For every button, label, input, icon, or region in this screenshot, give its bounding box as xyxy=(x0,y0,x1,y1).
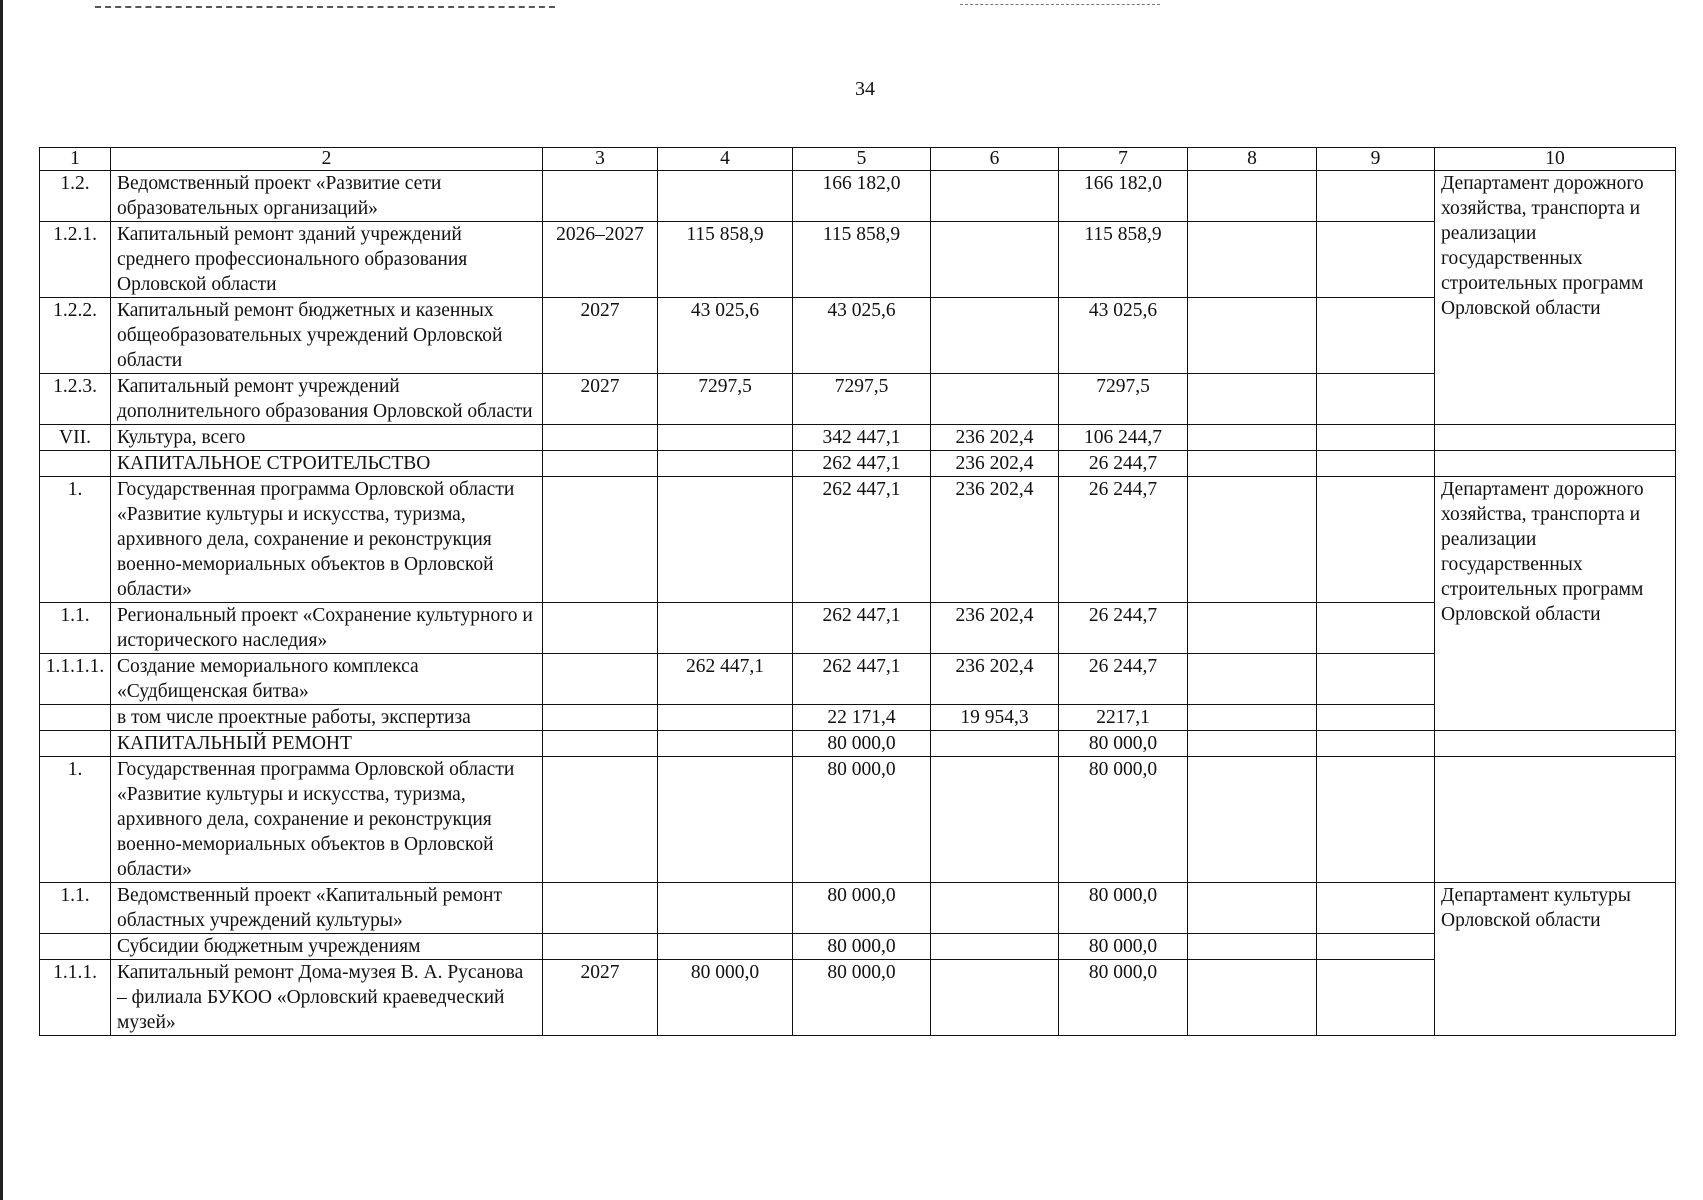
row-period xyxy=(543,731,658,757)
column-header: 10 xyxy=(1435,148,1676,171)
row-responsible xyxy=(1435,731,1676,757)
table-row xyxy=(40,960,1676,1036)
row-title: Культура, всего xyxy=(111,425,543,451)
row-number: 1.1. xyxy=(40,603,111,654)
row-col9 xyxy=(1317,425,1435,451)
row-regional: 26 244,7 xyxy=(1059,603,1188,654)
row-period: 2027 xyxy=(543,298,658,374)
row-col9 xyxy=(1317,374,1435,425)
row-col8 xyxy=(1188,654,1317,705)
budget-table xyxy=(39,147,1676,1036)
row-total: 80 000,0 xyxy=(793,934,931,960)
row-col9 xyxy=(1317,654,1435,705)
row-federal xyxy=(931,883,1059,934)
row-col8 xyxy=(1188,451,1317,477)
row-responsible xyxy=(1435,425,1676,451)
row-col9 xyxy=(1317,222,1435,298)
table-row xyxy=(40,374,1676,425)
column-header: 2 xyxy=(111,148,543,171)
row-period xyxy=(543,425,658,451)
row-period xyxy=(543,171,658,222)
row-total: 7297,5 xyxy=(793,374,931,425)
row-title: Капитальный ремонт бюджетных и казенных общеобразовательных учреждений Орловской области xyxy=(111,298,543,374)
row-col9 xyxy=(1317,451,1435,477)
row-cost xyxy=(658,477,793,603)
row-federal: 236 202,4 xyxy=(931,603,1059,654)
row-period: 2027 xyxy=(543,374,658,425)
column-header: 1 xyxy=(40,148,111,171)
row-total: 342 447,1 xyxy=(793,425,931,451)
row-cost xyxy=(658,705,793,731)
table-row xyxy=(40,934,1676,960)
row-title: Создание мемориального комплекса «Судбищенская битва» xyxy=(111,654,543,705)
row-federal: 19 954,3 xyxy=(931,705,1059,731)
row-regional: 80 000,0 xyxy=(1059,731,1188,757)
row-col9 xyxy=(1317,731,1435,757)
column-header: 4 xyxy=(658,148,793,171)
row-federal xyxy=(931,222,1059,298)
row-regional: 26 244,7 xyxy=(1059,654,1188,705)
row-col9 xyxy=(1317,934,1435,960)
table-row xyxy=(40,654,1676,705)
table-row xyxy=(40,222,1676,298)
row-responsible xyxy=(1435,451,1676,477)
row-period xyxy=(543,934,658,960)
row-regional: 7297,5 xyxy=(1059,374,1188,425)
row-cost xyxy=(658,171,793,222)
column-header: 9 xyxy=(1317,148,1435,171)
row-col8 xyxy=(1188,425,1317,451)
row-total: 262 447,1 xyxy=(793,477,931,603)
row-federal xyxy=(931,960,1059,1036)
row-title: КАПИТАЛЬНОЕ СТРОИТЕЛЬСТВО xyxy=(111,451,543,477)
row-title: Государственная программа Орловской области «Развитие культуры и искусства, туризма, архивного дела, сохранение и реконструкция военно-мемориальных объектов в Орловской области» xyxy=(111,757,543,883)
row-number: VII. xyxy=(40,425,111,451)
row-federal xyxy=(931,757,1059,883)
column-number-row xyxy=(40,148,1676,171)
row-number: 1.2.1. xyxy=(40,222,111,298)
column-header: 8 xyxy=(1188,148,1317,171)
row-total: 22 171,4 xyxy=(793,705,931,731)
row-responsible xyxy=(1435,757,1676,883)
row-total: 80 000,0 xyxy=(793,731,931,757)
row-federal: 236 202,4 xyxy=(931,477,1059,603)
row-col8 xyxy=(1188,477,1317,603)
row-regional: 80 000,0 xyxy=(1059,960,1188,1036)
responsible-department: Департамент культуры Орловской области xyxy=(1435,883,1676,1036)
row-number: 1. xyxy=(40,477,111,603)
responsible-department: Департамент дорожного хозяйства, транспорта и реализации государственных строительных программ Орловской области xyxy=(1435,477,1676,731)
row-title: Ведомственный проект «Развитие сети образовательных организаций» xyxy=(111,171,543,222)
row-number: 1.1. xyxy=(40,883,111,934)
row-cost xyxy=(658,603,793,654)
row-total: 262 447,1 xyxy=(793,603,931,654)
row-col9 xyxy=(1317,883,1435,934)
row-period: 2026–2027 xyxy=(543,222,658,298)
row-regional: 80 000,0 xyxy=(1059,934,1188,960)
row-cost xyxy=(658,425,793,451)
row-title: Региональный проект «Сохранение культурного и исторического наследия» xyxy=(111,603,543,654)
row-cost: 7297,5 xyxy=(658,374,793,425)
row-total: 166 182,0 xyxy=(793,171,931,222)
row-federal xyxy=(931,731,1059,757)
table-row xyxy=(40,757,1676,883)
table-row xyxy=(40,705,1676,731)
row-col8 xyxy=(1188,757,1317,883)
row-period xyxy=(543,451,658,477)
row-regional: 115 858,9 xyxy=(1059,222,1188,298)
row-number xyxy=(40,705,111,731)
column-header: 6 xyxy=(931,148,1059,171)
responsible-department: Департамент дорожного хозяйства, транспорта и реализации государственных строительных программ Орловской области xyxy=(1435,171,1676,425)
table-row xyxy=(40,603,1676,654)
row-col9 xyxy=(1317,477,1435,603)
row-regional: 166 182,0 xyxy=(1059,171,1188,222)
page-number: 34 xyxy=(855,78,875,100)
row-col9 xyxy=(1317,603,1435,654)
row-col9 xyxy=(1317,171,1435,222)
row-col9 xyxy=(1317,757,1435,883)
scan-top-artifact xyxy=(95,6,555,8)
row-title: Капитальный ремонт Дома-музея В. А. Русанова – филиала БУКОО «Орловский краеведческий музей» xyxy=(111,960,543,1036)
table-row xyxy=(40,883,1676,934)
table-row xyxy=(40,451,1676,477)
row-col8 xyxy=(1188,298,1317,374)
row-federal xyxy=(931,374,1059,425)
table-row xyxy=(40,298,1676,374)
row-title: Субсидии бюджетным учреждениям xyxy=(111,934,543,960)
row-regional: 106 244,7 xyxy=(1059,425,1188,451)
scan-left-edge xyxy=(0,0,3,1200)
row-federal: 236 202,4 xyxy=(931,451,1059,477)
row-federal: 236 202,4 xyxy=(931,425,1059,451)
row-period xyxy=(543,705,658,731)
row-federal xyxy=(931,171,1059,222)
row-federal xyxy=(931,298,1059,374)
row-federal: 236 202,4 xyxy=(931,654,1059,705)
row-col8 xyxy=(1188,934,1317,960)
row-col9 xyxy=(1317,298,1435,374)
row-total: 80 000,0 xyxy=(793,883,931,934)
row-total: 115 858,9 xyxy=(793,222,931,298)
row-number: 1.2.3. xyxy=(40,374,111,425)
column-header: 5 xyxy=(793,148,931,171)
table-row xyxy=(40,477,1676,603)
row-title: Капитальный ремонт учреждений дополнительного образования Орловской области xyxy=(111,374,543,425)
row-col8 xyxy=(1188,960,1317,1036)
row-title: Государственная программа Орловской области «Развитие культуры и искусства, туризма, архивного дела, сохранение и реконструкция военно-мемориальных объектов в Орловской области» xyxy=(111,477,543,603)
row-total: 80 000,0 xyxy=(793,757,931,883)
row-col8 xyxy=(1188,222,1317,298)
row-period xyxy=(543,603,658,654)
row-col8 xyxy=(1188,883,1317,934)
row-number xyxy=(40,934,111,960)
row-cost: 80 000,0 xyxy=(658,960,793,1036)
row-col8 xyxy=(1188,171,1317,222)
row-cost xyxy=(658,451,793,477)
row-period xyxy=(543,883,658,934)
row-col9 xyxy=(1317,705,1435,731)
table-row xyxy=(40,425,1676,451)
row-number: 1. xyxy=(40,757,111,883)
row-cost: 43 025,6 xyxy=(658,298,793,374)
row-col8 xyxy=(1188,705,1317,731)
row-total: 262 447,1 xyxy=(793,451,931,477)
row-regional: 80 000,0 xyxy=(1059,757,1188,883)
row-number: 1.1.1.1. xyxy=(40,654,111,705)
row-cost xyxy=(658,757,793,883)
column-header: 7 xyxy=(1059,148,1188,171)
row-col8 xyxy=(1188,731,1317,757)
row-col8 xyxy=(1188,374,1317,425)
table-row xyxy=(40,731,1676,757)
row-period: 2027 xyxy=(543,960,658,1036)
row-regional: 26 244,7 xyxy=(1059,477,1188,603)
row-regional: 43 025,6 xyxy=(1059,298,1188,374)
row-regional: 26 244,7 xyxy=(1059,451,1188,477)
row-total: 43 025,6 xyxy=(793,298,931,374)
row-total: 80 000,0 xyxy=(793,960,931,1036)
scan-top-artifact-2 xyxy=(960,4,1160,5)
row-federal xyxy=(931,934,1059,960)
row-col9 xyxy=(1317,960,1435,1036)
row-number: 1.1.1. xyxy=(40,960,111,1036)
row-period xyxy=(543,477,658,603)
row-title: Ведомственный проект «Капитальный ремонт областных учреждений культуры» xyxy=(111,883,543,934)
row-col8 xyxy=(1188,603,1317,654)
row-number xyxy=(40,451,111,477)
row-cost xyxy=(658,731,793,757)
row-number: 1.2.2. xyxy=(40,298,111,374)
row-total: 262 447,1 xyxy=(793,654,931,705)
row-regional: 80 000,0 xyxy=(1059,883,1188,934)
row-cost xyxy=(658,934,793,960)
row-title: Капитальный ремонт зданий учреждений среднего профессионального образования Орловской области xyxy=(111,222,543,298)
row-number xyxy=(40,731,111,757)
row-title: КАПИТАЛЬНЫЙ РЕМОНТ xyxy=(111,731,543,757)
column-header: 3 xyxy=(543,148,658,171)
row-cost: 262 447,1 xyxy=(658,654,793,705)
row-title: в том числе проектные работы, экспертиза xyxy=(111,705,543,731)
row-number: 1.2. xyxy=(40,171,111,222)
row-period xyxy=(543,654,658,705)
row-regional: 2217,1 xyxy=(1059,705,1188,731)
table-row xyxy=(40,171,1676,222)
row-period xyxy=(543,757,658,883)
row-cost: 115 858,9 xyxy=(658,222,793,298)
row-cost xyxy=(658,883,793,934)
